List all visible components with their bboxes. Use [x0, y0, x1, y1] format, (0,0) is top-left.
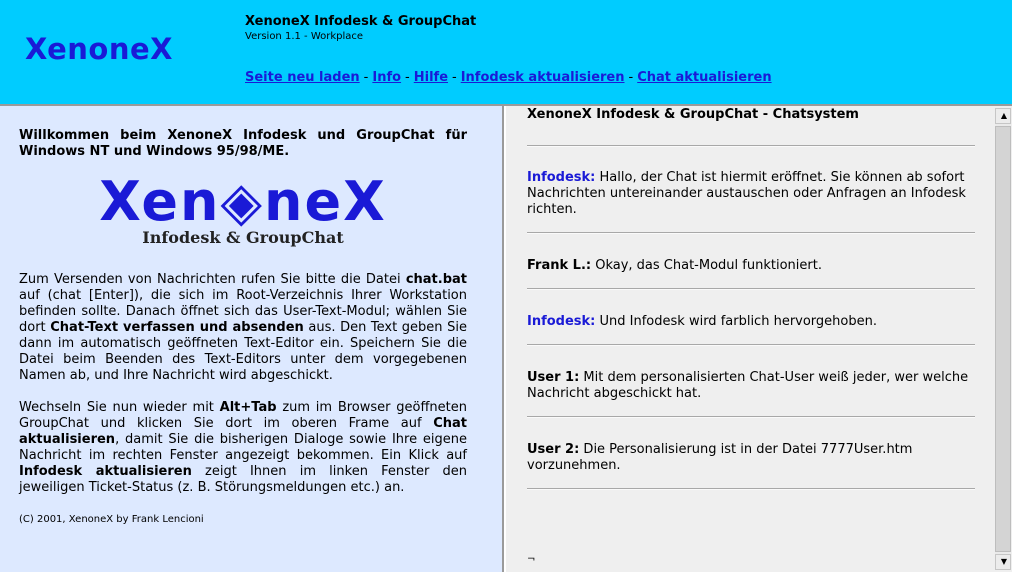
divider [527, 232, 975, 234]
header-frame [0, 0, 1012, 106]
reload-page-link[interactable]: Seite neu laden [245, 70, 360, 85]
instructions-paragraph: Zum Versenden von Nachrichten rufen Sie bitte die Datei chat.bat auf (chat [Enter]), die sich im Root-Verzeichnis Ihrer Workstation befinden sollte. Danach öffnet sich das User-Text-Modul; wählen Sie dort Chat-Text verfassen und absenden aus. Den Text geben Sie dann im automatisch geöffneten Text-Editor ein. Speichern Sie die Datei beim Beenden des Text-Editors unter dem vorgegebenen Namen ab, und Ihre Nachricht wird abgeschickt. [19, 272, 468, 383]
nav-separator: - [628, 70, 634, 85]
chat-message: Infodesk: Hallo, der Chat ist hiermit eröffnet. Sie können ab sofort Nachrichten untereinander austauschen oder Anfragen an Infodesk richten. [527, 170, 966, 217]
refresh-infodesk-link[interactable]: Infodesk aktualisieren [460, 70, 625, 85]
app-title: XenoneX Infodesk & GroupChat [245, 14, 477, 29]
scroll-down-button[interactable] [995, 554, 1011, 570]
sender-name: User 2: [527, 442, 580, 457]
refresh-chat-link[interactable]: Chat aktualisieren [637, 70, 772, 85]
logo-wordmark: Xen◈neX [99, 170, 387, 233]
end-marker: ¬ [527, 554, 536, 565]
chat-scrollbar[interactable] [995, 108, 1011, 570]
xenonex-logo [19, 170, 467, 260]
infodesk-content [19, 128, 467, 528]
sender-name: Frank L.: [527, 258, 592, 273]
nav-separator: - [452, 70, 457, 85]
chat-content [527, 106, 975, 490]
sender-name: Infodesk: [527, 170, 596, 185]
sender-name: Infodesk: [527, 314, 596, 329]
app-version: Version 1.1 - Workplace [245, 31, 364, 42]
sender-name: User 1: [527, 370, 580, 385]
help-link[interactable]: Hilfe [413, 70, 449, 85]
arrow-up-icon: ▲ [1000, 111, 1008, 120]
chat-message: User 1: Mit dem personalisierten Chat-User weiß jeder, wer welche Nachricht abgeschickt hat. [527, 370, 969, 401]
divider [527, 288, 975, 290]
scroll-up-button[interactable] [995, 108, 1011, 124]
logo-subtitle: Infodesk & GroupChat [142, 228, 344, 247]
nav-bar [245, 70, 772, 85]
info-link[interactable]: Info [372, 70, 402, 85]
chat-frame[interactable] [506, 106, 1012, 572]
scrollbar-thumb[interactable] [995, 126, 1011, 552]
divider [527, 344, 975, 346]
chat-message: Infodesk: Und Infodesk wird farblich hervorgehoben. [527, 314, 877, 329]
arrow-down-icon: ▼ [1000, 557, 1008, 566]
welcome-heading: Willkommen beim XenoneX Infodesk und GroupChat für Windows NT und Windows 95/98/ME. [19, 128, 467, 159]
chat-title: XenoneX Infodesk & GroupChat - Chatsystem [527, 107, 859, 122]
copyright-notice: (C) 2001, XenoneX by Frank Lencioni [19, 514, 204, 525]
infodesk-frame[interactable] [0, 106, 504, 572]
instructions-paragraph-2: Wechseln Sie nun wieder mit Alt+Tab zum im Browser geöffneten GroupChat und klicken Sie dort im oberen Frame auf Chat aktualisieren, damit Sie die bisherigen Dialoge sowie Ihre eigene Nachricht im rechten Fenster angezeigt bekommen. Ein Klick auf Infodesk aktualisieren zeigt Ihnen im linken Fenster den jeweiligen Ticket-Status (z. B. Störungsmeldungen etc.) an. [19, 400, 467, 495]
divider [527, 416, 975, 418]
chat-message: Frank L.: Okay, das Chat-Modul funktioniert. [527, 258, 822, 273]
nav-separator: - [405, 70, 410, 85]
nav-separator: - [363, 70, 369, 85]
chat-message: User 2: Die Personalisierung ist in der Datei 7777User.htm vorzunehmen. [527, 442, 913, 473]
divider [527, 145, 975, 147]
brand-logo: XenoneX [25, 32, 173, 66]
divider [527, 488, 975, 490]
